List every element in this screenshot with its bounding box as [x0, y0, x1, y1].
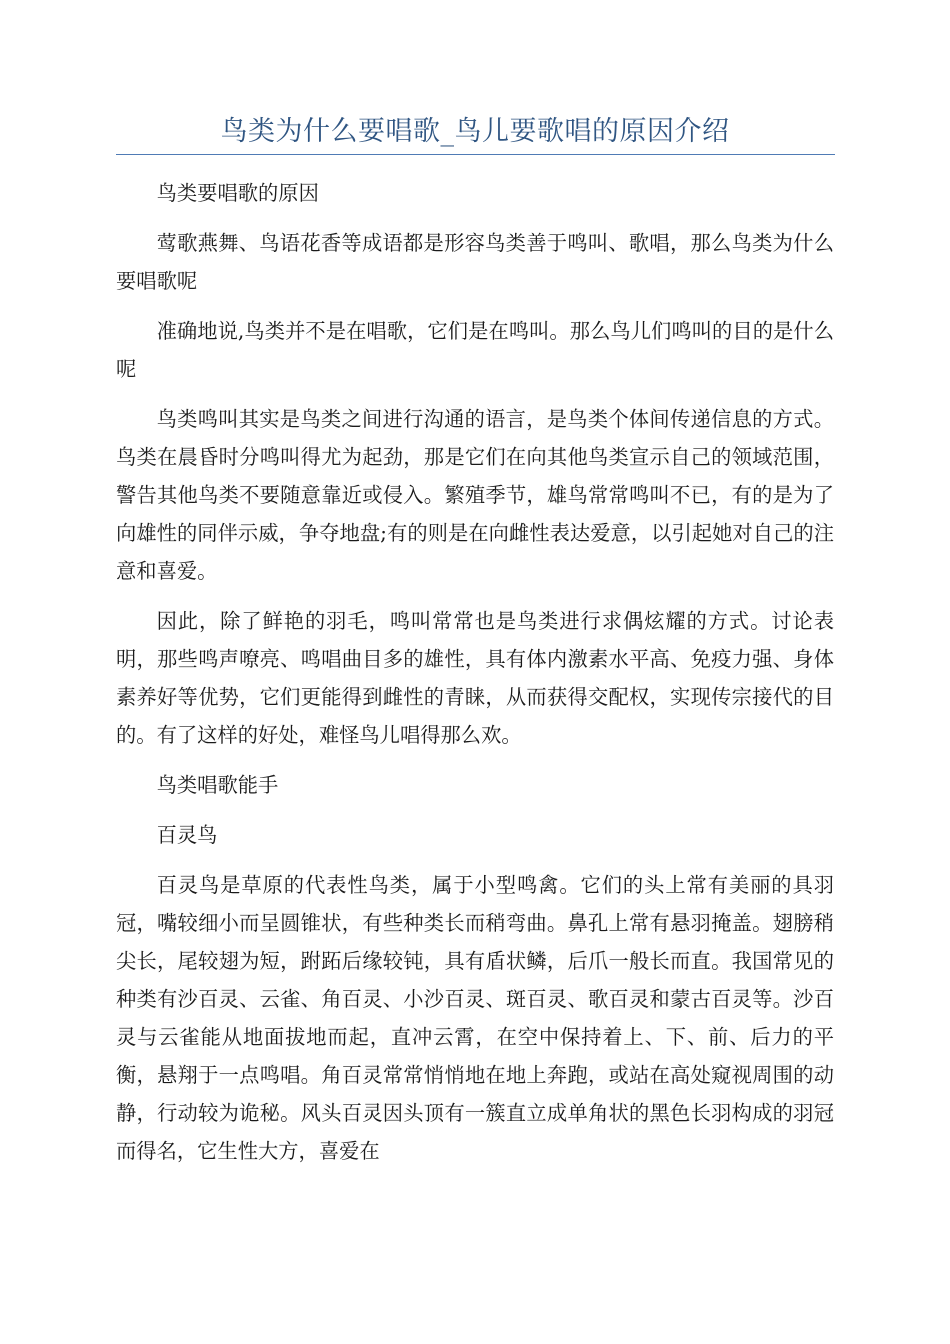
paragraph: 准确地说,鸟类并不是在唱歌，它们是在鸣叫。那么鸟儿们鸣叫的目的是什么呢 [116, 319, 834, 381]
paragraph-heading-singers: 鸟类唱歌能手 [156, 773, 279, 797]
document-title: 鸟类为什么要唱歌_鸟儿要歌唱的原因介绍 [220, 116, 730, 147]
paragraph-heading-reasons: 鸟类要唱歌的原因 [156, 181, 319, 205]
paragraph: 因此，除了鲜艳的羽毛，鸣叫常常也是鸟类进行求偶炫耀的方式。讨论表明，那些鸣声嘹亮、鸣唱曲目多的雄性，具有体内激素水平高、免疫力强、身体素养好等优势，它们更能得到雌性的青睐，从而获得交配权，实现传宗接代的目的。有了这样的好处，难怪鸟儿唱得那么欢。 [116, 609, 834, 747]
paragraph: 鸟类鸣叫其实是鸟类之间进行沟通的语言，是鸟类个体间传递信息的方式。鸟类在晨昏时分鸣叫得尤为起劲，那是它们在向其他鸟类宣示自己的领域范围，警告其他鸟类不要随意靠近或侵入。繁殖季节，雄鸟常常鸣叫不已，有的是为了向雄性的同伴示威，争夺地盘;有的则是在向雌性表达爱意，以引起她对自己的注意和喜爱。 [116, 407, 834, 583]
title-underline [116, 154, 835, 155]
paragraph: 莺歌燕舞、鸟语花香等成语都是形容鸟类善于鸣叫、歌唱，那么鸟类为什么要唱歌呢 [116, 231, 834, 293]
document-body [116, 174, 834, 1182]
paragraph-heading-lark: 百灵鸟 [156, 823, 218, 847]
paragraph: 百灵鸟是草原的代表性鸟类，属于小型鸣禽。它们的头上常有美丽的具羽冠，嘴较细小而呈圆锥状，有些种类长而稍弯曲。鼻孔上常有悬羽掩盖。翅膀稍尖长，尾较翅为短，跗跖后缘较钝，具有盾状鳞，后爪一般长而直。我国常见的种类有沙百灵、云雀、角百灵、小沙百灵、斑百灵、歌百灵和蒙古百灵等。沙百灵与云雀能从地面拔地而起，直冲云霄，在空中保持着上、下、前、后力的平衡，悬翔于一点鸣唱。角百灵常常悄悄地在地上奔跑，或站在高处窥视周围的动静，行动较为诡秘。风头百灵因头顶有一簇直立成单角状的黑色长羽构成的羽冠而得名，它生性大方，喜爱在 [116, 873, 834, 1163]
